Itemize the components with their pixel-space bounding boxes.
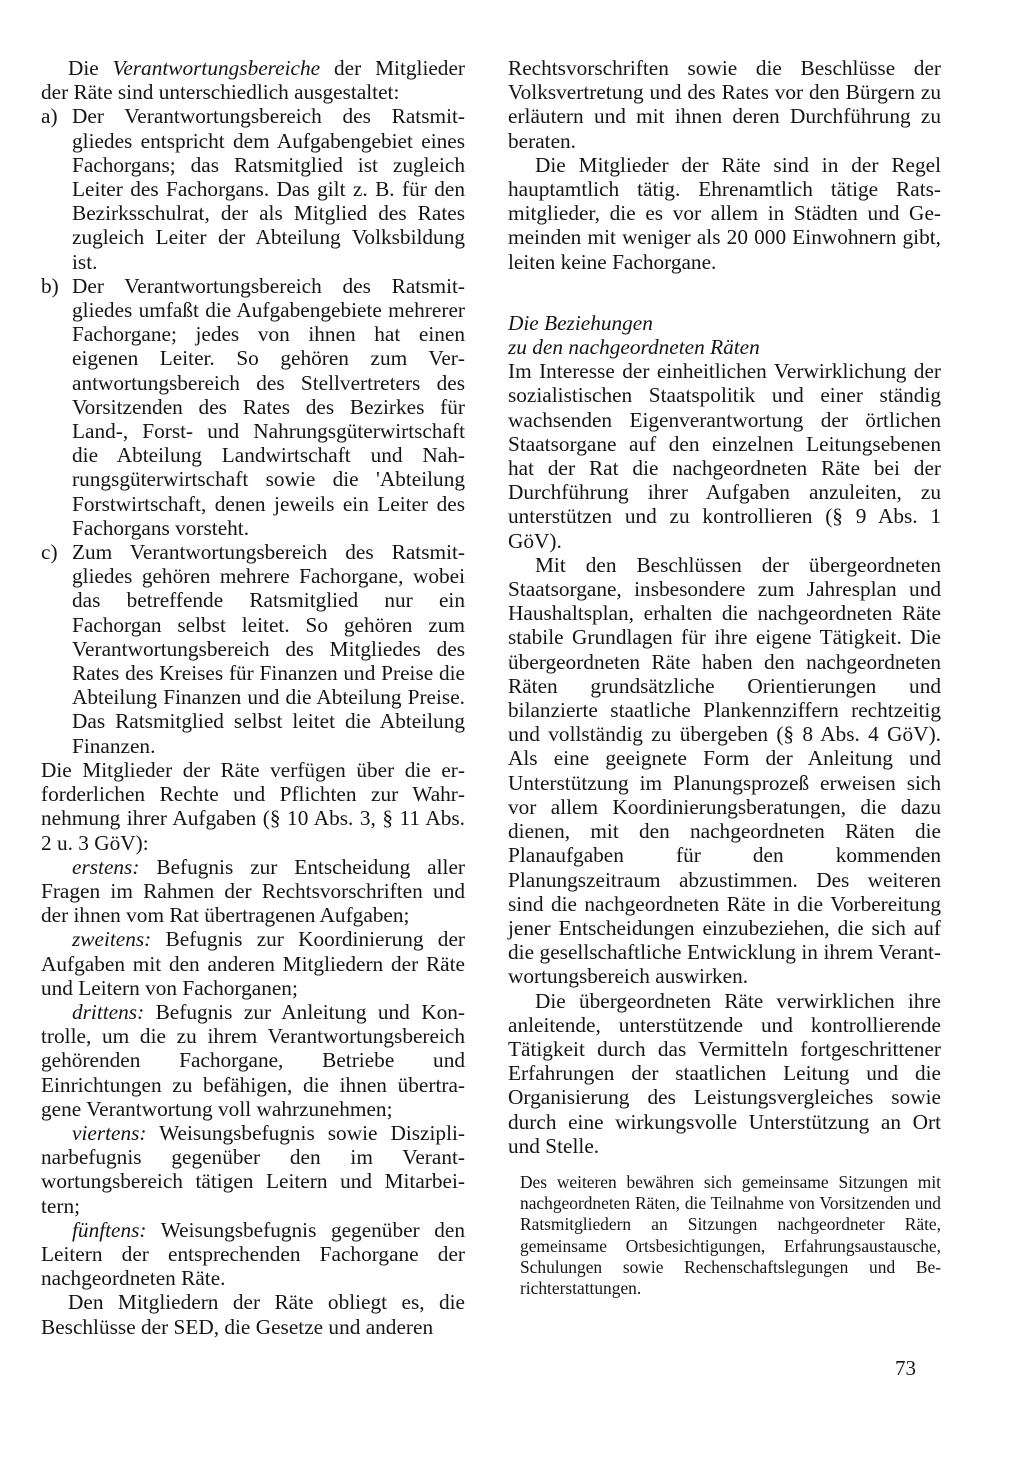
enumeration-zweitens: zweitens: Befugnis zur Koordinierung der Aufgaben mit den anderen Mitgliedern der Räte und Leitern von Fachorganen;: [41, 927, 465, 1000]
list-item-c: [41, 540, 465, 758]
enumeration-erstens: erstens: Befugnis zur Entscheidung aller Fragen im Rahmen der Rechtsvorschriften und der ihnen vom Rat übertragenen Aufgaben;: [41, 854, 465, 928]
section-heading-line-1: Die Beziehungen: [508, 310, 653, 335]
left-column: [41, 56, 465, 1339]
full-time-paragraph: Die Mitglieder der Räte sind in der Regel hauptamtlich tätig. Ehrenamtlich tätige Ratsmitglieder, die es vor allem in Städten und Gemeinden mit weniger als 20 000 Einwohnern gibt, leiten keine Fachorgane.: [508, 152, 941, 274]
relations-paragraph-2: Mit den Beschlüssen der übergeordneten Staatsorgane, insbesondere zum Jahresplan und Haushaltsplan, erhalten die nachgeordneten Räte stabile Grundlagen für ihre eigene Tätigkeit. Die übergeordneten Räte haben den nachgeordneten Räten grundsätzliche Orientierungen und bilanzierte staatliche Plankennziffern rechtzeitig und vollständig zu übergeben (§ 8 Abs. 4 GöV). Als eine geeignete Form der Anleitung und Unterstützung im Planungsprozeß erweisen sich vor allem Koordinierungsberatungen, die dazu dienen, mit den nachgeordneten Räten die Planaufgaben für den kommenden Planungszeitraum abzustimmen. Des weiteren sind die nachgeordneten Räte in die Vorbereitung jener Entscheidungen einzubeziehen, die sich auf die gesellschaftliche Entwicklung in ihrem Verantwortungsbereich auswirken.: [508, 552, 941, 989]
list-item-a: [41, 104, 465, 273]
enumeration-viertens: viertens: Weisungsbefugnis sowie Disziplinarbefugnis gegenüber den im Verantwortungsbereich tätigen Leitern und Mitarbeitern;: [41, 1120, 465, 1218]
section-heading: [508, 311, 941, 359]
relations-paragraph-1: Im Interesse der einheitlichen Verwirklichung der sozialistischen Staatspolitik und einer ständig wachsenden Eigenverantwortung der örtlichen Staatsorgane auf den einzelnen Leitungsebenen hat der Rat die nachgeordneten Räte bei der Durchführung ihrer Aufgaben anzuleiten, zu unterstützen und zu kontrollieren (§ 9 Abs. 1 GöV).: [508, 359, 941, 553]
list-label-c: c): [41, 540, 58, 565]
list-text-c: Zum Verantwortungsbereich des Ratsmitgliedes gehören mehrere Fachorgane, wobei das betreffende Ratsmitglied nur ein Fachorgan selbst leitet. So gehören zum Verantwortungsbereich des Mitgliedes des Rates des Kreises für Finanzen und Preise die Abteilung Finanzen und die Abteilung Preise. Das Ratsmitglied selbst leitet die Abteilung Finanzen.: [72, 540, 465, 758]
right-column: [508, 56, 941, 1299]
list-label-b: b): [41, 273, 59, 298]
list-item-b: [41, 274, 465, 540]
intro-paragraph: Die Verantwortungsbereiche der Mitglieder der Räte sind unterschiedlich ausgestaltet:: [41, 56, 466, 105]
closing-paragraph: Den Mitgliedern der Räte obliegt es, die Beschlüsse der SED, die Gesetze und anderen: [41, 1290, 465, 1339]
enumeration-drittens: drittens: Befugnis zur Anleitung und Kontrolle, um die zu ihrem Verantwortungsbereich gehörenden Fachorgane, Betriebe und Einrichtungen zu befähigen, die ihnen übertragene Verantwortung voll wahrzunehmen;: [41, 999, 465, 1121]
page-number: 73: [895, 1356, 916, 1380]
list-text-b: Der Verantwortungsbereich des Ratsmitgliedes umfaßt die Aufgabengebiete mehrerer Fachorgane; jedes von ihnen hat einen eigenen Leiter. So gehören zum Verantwortungsbereich des Stellvertreters des Vorsitzenden des Rates des Bezirkes für Land-, Forst- und Nahrungsgüterwirtschaft die Abteilung Landwirtschaft und Nahrungsgüterwirtschaft sowie die 'Abteilung Forstwirtschaft, denen jeweils ein Leiter des Fachorgans vorsteht.: [72, 273, 465, 540]
rights-intro-paragraph: Die Mitglieder der Räte verfügen über die erforderlichen Rechte und Pflichten zur Wahrnehmung ihrer Aufgaben (§ 10 Abs. 3, § 11 Abs. 2 u. 3 GöV):: [41, 757, 465, 855]
section-heading-line-2: zu den nachgeordneten Räten: [508, 335, 760, 360]
enumeration-fuenftens: fünftens: Weisungsbefugnis gegenüber den Leitern der entsprechenden Fachorgane der nachgeordneten Räte.: [41, 1217, 465, 1291]
list-text-a: Der Verantwortungsbereich des Ratsmitgliedes entspricht dem Aufgabengebiet eines Fachorgans; das Ratsmitglied ist zugleich Leiter des Fachorgans. Das gilt z. B. für den Bezirksschulrat, der als Mitglied des Rates zugleich Leiter der Abteilung Volksbildung ist.: [72, 104, 465, 274]
list-label-a: a): [41, 104, 58, 129]
continuation-paragraph: Rechtsvorschriften sowie die Beschlüsse der Volksvertretung und des Rates vor den Bürgern zu erläutern und mit ihnen deren Durchführung zu beraten.: [508, 56, 941, 153]
small-print-note: Des weiteren bewähren sich gemeinsame Sitzungen mit nachgeordneten Räten, die Teilnahme von Vorsitzenden und Ratsmitgliedern an Sitzungen nachgeordneter Räte, gemeinsame Ortsbesichtigungen, Erfahrungsaustausche, Schulungen sowie Rechenschaftslegungen und Berichterstattungen.: [520, 1171, 941, 1298]
intro-italic-term: Verantwortungsbereiche: [112, 56, 321, 80]
relations-paragraph-3: Die übergeordneten Räte verwirklichen ihre anleitende, unterstützende und kontrollierende Tätigkeit durch das Vermitteln fortgeschrittener Erfahrungen der staatlichen Leitung und die Organisierung des Leistungsvergleiches sowie durch eine wirkungsvolle Unterstützung an Ort und Stelle.: [508, 988, 941, 1158]
